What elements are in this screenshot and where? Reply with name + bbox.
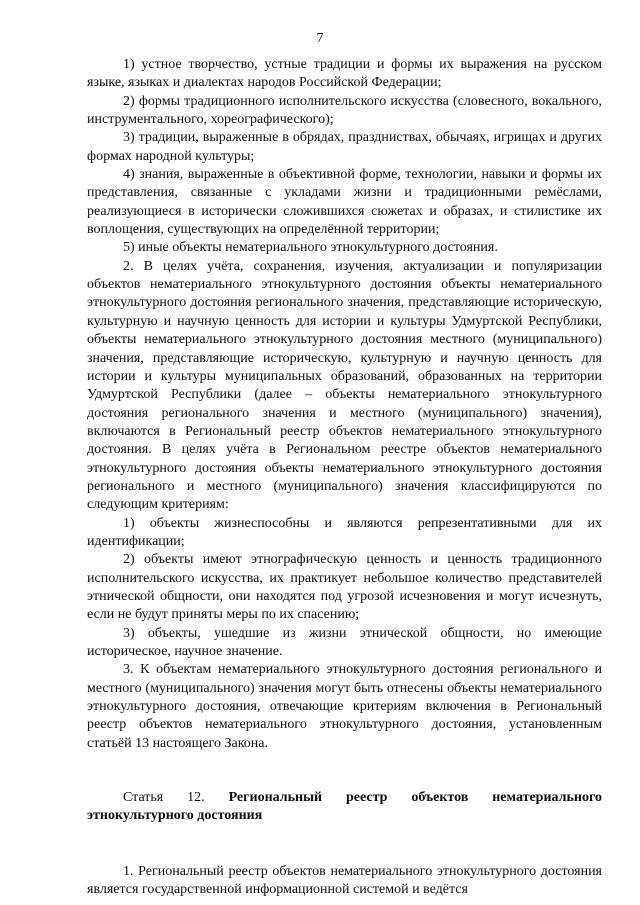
clause-3: 3. К объектам нематериального этнокультурного достояния регионального и местного (муниципального) значения могут быть отнесены объекты нематериального этнокультурного достояния, отвечающие критериям включения в Региональный реестр объектов нематериального этнокультурного достояния, установленным статьёй 13 настоящего Закона. bbox=[87, 662, 602, 751]
list-item-other-objects: 5) иные объекты нематериального этнокультурного достояния. bbox=[123, 240, 498, 256]
page-number: 7 bbox=[316, 31, 324, 46]
article-title: Региональный реестр объектов нематериального этнокультурного достояния bbox=[87, 790, 602, 824]
body-text bbox=[87, 56, 602, 899]
list-item-knowledge: 4) знания, выраженные в объективной форме, технологии, навыки и формы их представления, связанные с укладами жизни и традиционными ремёслами, реализующиеся в исторически сложившихся сюжетах и образах, и стилистике их воплощения, существующих на определённой территории; bbox=[87, 167, 602, 238]
criterion-3: 3) объекты, ушедшие из жизни этнической общности, но имеющие историческое, научное значение. bbox=[87, 625, 602, 659]
criterion-2: 2) объекты имеют этнографическую ценность и ценность традиционного исполнительского искусства, их практикует небольшое количество представителей этнической общности, они находятся под угрозой исчезновения и могут исчезнуть, если не будут приняты меры по их спасению; bbox=[87, 552, 602, 623]
list-item-oral-tradition: 1) устное творчество, устные традиции и формы их выражения на русском языке, языках и диалектах народов Российской Федерации; bbox=[87, 57, 602, 91]
article-heading bbox=[87, 789, 602, 826]
article-clause-1: 1. Региональный реестр объектов нематериального этнокультурного достояния является государственной информационной системой и ведётся bbox=[87, 863, 602, 898]
criterion-1: 1) объекты жизнеспособны и являются репрезентативными для их идентификации; bbox=[87, 515, 602, 549]
clause-2: 2. В целях учёта, сохранения, изучения, актуализации и популяризации объектов нематериального этнокультурного достояния объекты нематериального этнокультурного достояния регионального значения, представляющие историческую, культурную и научную ценность для истории и культуры Удмуртской Республики, объекты нематериального этнокультурного достояния местного (муниципального) значения, представляющие историческую, культурную и научную ценность для истории и культуры муниципальных образований, образованных на территории Удмуртской Республики (далее – объекты нематериального этнокультурного достояния регионального значения и местного (муниципального) значения), включаются в Региональный реестр объектов нематериального этнокультурного достояния. В целях учёта в Региональном реестре объектов нематериального этнокультурного достояния объекты нематериального этнокультурного достояния регионального и местного (муниципального) значения классифицируются по следующим критериям: bbox=[87, 258, 602, 513]
list-item-performing-arts: 2) формы традиционного исполнительского искусства (словесного, вокального, инструментального, хореографического); bbox=[87, 93, 602, 128]
article-label: Статья 12. bbox=[123, 790, 205, 806]
article-body bbox=[87, 863, 602, 900]
list-item-rituals: 3) традиции, выраженные в обрядах, праздниствах, обычаях, игрищах и других формах народной культуры; bbox=[87, 130, 602, 164]
